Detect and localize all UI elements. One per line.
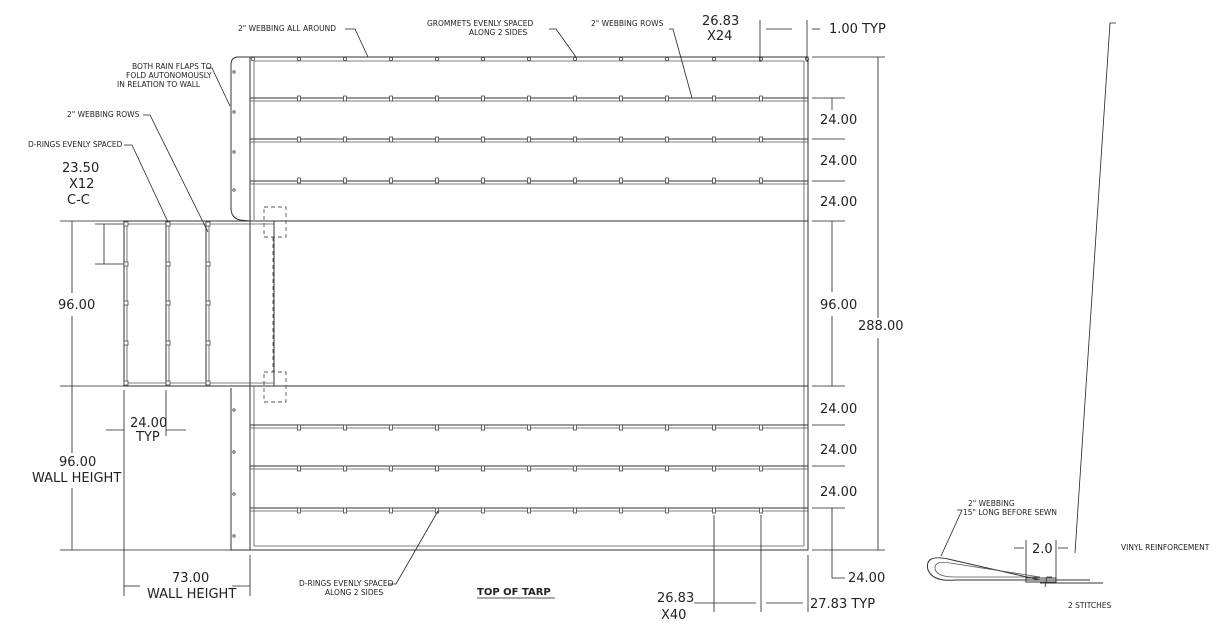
note-rain-flaps-line2: FOLD AUTONOMOUSLY (126, 71, 212, 80)
d-ring (713, 425, 716, 430)
d-ring (436, 137, 439, 142)
d-ring (528, 508, 531, 513)
dim-top-typ: 1.00 TYP (829, 22, 886, 37)
tarp-body (250, 57, 809, 550)
d-ring (760, 137, 763, 142)
note-webbing-rows-top: 2" WEBBING ROWS (591, 19, 664, 28)
grommet (435, 57, 438, 60)
dim-left-cc: C-C (67, 193, 90, 208)
grommet (251, 57, 254, 60)
d-ring (298, 96, 301, 101)
dim-left-spacing: 23.50 (62, 161, 100, 176)
d-ring (344, 466, 347, 471)
note-rain-flaps-line3: IN RELATION TO WALL (117, 80, 201, 89)
d-ring (482, 425, 485, 430)
d-ring (344, 425, 347, 430)
flap-grommet (233, 111, 235, 113)
grommets (251, 57, 808, 60)
dim-left-typ: TYP (136, 430, 160, 445)
dim-right-2: 24.00 (820, 154, 858, 169)
wall-d-ring (206, 222, 210, 226)
d-ring (713, 466, 716, 471)
d-ring (574, 425, 577, 430)
d-ring (666, 508, 669, 513)
d-ring (298, 466, 301, 471)
d-ring (436, 178, 439, 183)
flap-grommet (233, 535, 235, 537)
wall-d-ring (166, 341, 170, 345)
d-ring (760, 178, 763, 183)
grommet (573, 57, 576, 60)
d-ring (620, 508, 623, 513)
d-ring (390, 178, 393, 183)
dim-right-3: 24.00 (820, 195, 858, 210)
d-ring (760, 508, 763, 513)
wall-d-ring (124, 222, 128, 226)
left-wall (124, 207, 286, 402)
d-ring (344, 508, 347, 513)
dim-left-24: 24.00 (130, 416, 168, 431)
dim-bottom-count: X40 (661, 608, 687, 623)
dim-right-6: 24.00 (820, 485, 858, 500)
note-grommets-line2: ALONG 2 SIDES (469, 28, 528, 37)
grommet (297, 57, 300, 60)
dim-bottom-typ: 27.83 TYP (810, 597, 876, 612)
d-ring (528, 96, 531, 101)
wall-d-ring (166, 262, 170, 266)
wall-d-ring (124, 341, 128, 345)
note-webbing-all-around: 2" WEBBING ALL AROUND (238, 24, 337, 33)
webbing-rows (250, 98, 808, 511)
d-ring (620, 425, 623, 430)
wall-d-rings (124, 222, 210, 385)
d-ring (528, 466, 531, 471)
webbing-detail (927, 499, 1209, 610)
dim-wall-width-label: WALL HEIGHT (147, 587, 237, 602)
note-d-rings-bottom-line1: D-RINGS EVENLY SPACED (299, 579, 394, 588)
grommet (665, 57, 668, 60)
dim-left-count: X12 (69, 177, 95, 192)
dim-wall-height-value: 96.00 (59, 455, 97, 470)
d-ring (436, 96, 439, 101)
d-ring (666, 96, 669, 101)
dim-right-total: 288.00 (858, 319, 904, 334)
d-ring (666, 178, 669, 183)
wall-d-ring (206, 262, 210, 266)
grommet (343, 57, 346, 60)
d-ring (620, 137, 623, 142)
flap-grommet (233, 151, 235, 153)
dim-right-mid: 96.00 (820, 298, 858, 313)
note-d-rings-left: D-RINGS EVENLY SPACED (28, 140, 123, 149)
d-ring (713, 137, 716, 142)
d-ring (574, 178, 577, 183)
wall-d-ring (206, 381, 210, 385)
wall-d-ring (124, 381, 128, 385)
d-ring (713, 96, 716, 101)
flap-grommet (233, 189, 235, 191)
detail-gap: 2.0 (1032, 542, 1053, 557)
d-ring (436, 466, 439, 471)
d-ring (760, 466, 763, 471)
wall-d-ring (206, 341, 210, 345)
d-ring (482, 96, 485, 101)
d-ring (666, 425, 669, 430)
rain-flaps (231, 57, 250, 550)
d-ring (666, 137, 669, 142)
d-ring (620, 466, 623, 471)
d-ring (620, 96, 623, 101)
d-ring (298, 425, 301, 430)
wall-d-ring (124, 301, 128, 305)
d-ring (298, 137, 301, 142)
d-ring (760, 96, 763, 101)
dim-wall-width-value: 73.00 (172, 571, 210, 586)
dim-right-4: 24.00 (820, 402, 858, 417)
detail-stitches: 2 STITCHES (1068, 601, 1112, 610)
d-ring (390, 137, 393, 142)
note-rain-flaps-line1: BOTH RAIN FLAPS TO (132, 62, 212, 71)
dimension-lines (60, 20, 885, 612)
flap-grommet (233, 71, 235, 73)
d-ring (344, 178, 347, 183)
d-ring (760, 425, 763, 430)
wall-d-ring (124, 262, 128, 266)
d-ring (713, 178, 716, 183)
d-ring (344, 96, 347, 101)
wall-d-ring (206, 301, 210, 305)
drawing-title: TOP OF TARP (477, 587, 551, 598)
d-ring (482, 466, 485, 471)
d-ring (713, 508, 716, 513)
d-ring (298, 178, 301, 183)
d-ring (528, 178, 531, 183)
dim-top-spacing: 26.83 (702, 14, 740, 29)
dim-right-5: 24.00 (820, 443, 858, 458)
note-d-rings-bottom-line2: ALONG 2 SIDES (325, 588, 384, 597)
flap-grommet (233, 451, 235, 453)
grommet (712, 57, 715, 60)
d-ring (390, 96, 393, 101)
d-ring (344, 137, 347, 142)
d-ring (574, 96, 577, 101)
dim-bottom-spacing: 26.83 (657, 591, 695, 606)
grommet (619, 57, 622, 60)
d-ring (574, 466, 577, 471)
wall-d-ring (166, 381, 170, 385)
d-ring (482, 137, 485, 142)
d-ring (390, 508, 393, 513)
dimension-texts (32, 14, 904, 623)
dim-top-count: X24 (707, 29, 733, 44)
grommet (389, 57, 392, 60)
wall-d-ring (166, 222, 170, 226)
d-ring (528, 137, 531, 142)
detail-webbing-line1: 2" WEBBING (968, 499, 1015, 508)
wall-d-ring (166, 301, 170, 305)
dim-wall-height-label: WALL HEIGHT (32, 471, 122, 486)
dim-left-96: 96.00 (58, 298, 96, 313)
d-ring (482, 508, 485, 513)
note-webbing-rows-left: 2" WEBBING ROWS (67, 110, 140, 119)
dim-right-1: 24.00 (820, 113, 858, 128)
flap-grommet (233, 493, 235, 495)
d-ring (574, 508, 577, 513)
d-ring (436, 425, 439, 430)
grommet (527, 57, 530, 60)
d-ring (390, 425, 393, 430)
flap-grommets (233, 71, 235, 537)
d-ring (620, 178, 623, 183)
note-grommets-line1: GROMMETS EVENLY SPACED (427, 19, 534, 28)
dim-bottom-right: 24.00 (848, 571, 886, 586)
d-ring (528, 425, 531, 430)
flap-grommet (233, 409, 235, 411)
detail-webbing-line2: 15" LONG BEFORE SEWN (963, 508, 1057, 517)
d-ring (390, 466, 393, 471)
detail-vinyl: VINYL REINFORCEMENT (1121, 543, 1210, 552)
d-ring (574, 137, 577, 142)
d-ring (482, 178, 485, 183)
d-ring (666, 466, 669, 471)
d-ring (298, 508, 301, 513)
grommet (481, 57, 484, 60)
